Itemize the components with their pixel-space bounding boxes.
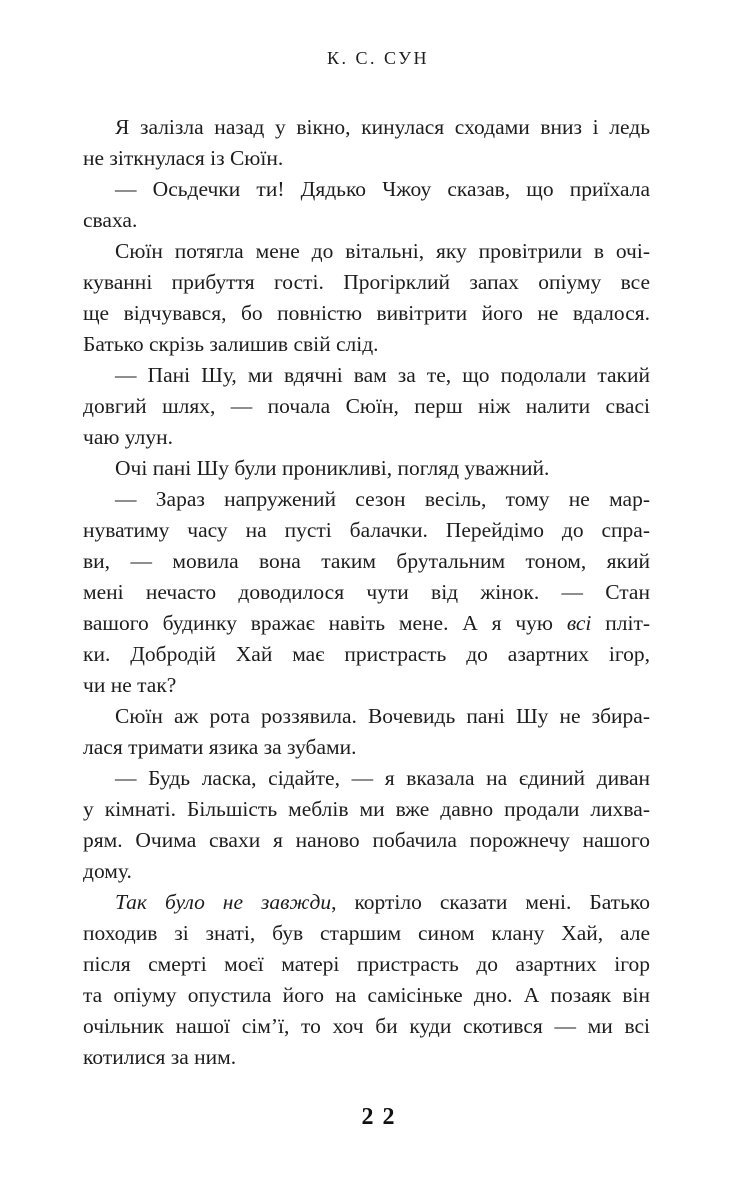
text-line: [83, 949, 650, 980]
paragraph: [83, 174, 650, 236]
text-line: [83, 856, 650, 887]
text-line: [83, 484, 650, 515]
text-segment: Очі пані Шу були проникливі, погляд уважний.: [115, 456, 550, 480]
text-line: [83, 1042, 650, 1073]
text-segment: очільник нашої сім’ї, то хоч би куди скотився — ми всі: [83, 1014, 650, 1038]
text-line: [83, 887, 650, 918]
paragraph: [83, 112, 650, 174]
text-line: [83, 391, 650, 422]
text-line: [83, 236, 650, 267]
text-segment: не зіткнулася із Сюїн.: [83, 146, 284, 170]
text-line: [83, 205, 650, 236]
text-line: [83, 1011, 650, 1042]
text-segment: сваха.: [83, 208, 138, 232]
paragraph: [83, 701, 650, 763]
text-segment: лася тримати язика за зубами.: [83, 735, 357, 759]
text-segment: нуватиму часу на пусті балачки. Перейдімо до спра-: [83, 518, 650, 542]
paragraph: [83, 887, 650, 1073]
text-segment: вашого будинку вражає навіть мене. А я чую: [83, 611, 567, 635]
text-line: [83, 918, 650, 949]
text-segment: — Пані Шу, ми вдячні вам за те, що подолали такий: [115, 363, 650, 387]
paragraph: [83, 360, 650, 453]
text-line: [83, 577, 650, 608]
text-line: [83, 453, 650, 484]
text-line: [83, 329, 650, 360]
text-segment: ще відчувався, бо повністю вивітрити його не вдалося.: [83, 301, 650, 325]
paragraph: [83, 236, 650, 360]
text-segment: після смерті моєї матері пристрасть до азартних ігор: [83, 952, 650, 976]
text-line: [83, 763, 650, 794]
text-segment: походив зі знаті, був старшим сином клану Хай, але: [83, 921, 650, 945]
text-segment: ки. Добродій Хай має пристрасть до азартних ігор,: [83, 642, 650, 666]
text-line: [83, 546, 650, 577]
text-segment: — Осьдечки ти! Дядько Чжоу сказав, що приїхала: [115, 177, 650, 201]
running-head-author: К. С. СУН: [326, 48, 430, 68]
text-line: [83, 298, 650, 329]
text-line: [83, 515, 650, 546]
text-line: [83, 701, 650, 732]
text-line: [83, 608, 650, 639]
text-line: [83, 670, 650, 701]
text-segment: — Будь ласка, сідайте, — я вказала на єдиний диван: [115, 766, 650, 790]
text-line: [83, 143, 650, 174]
body-text: [83, 112, 650, 1073]
text-line: [83, 174, 650, 205]
text-segment: чи не так?: [83, 673, 177, 697]
text-segment: ви, — мовила вона таким брутальним тоном, який: [83, 549, 650, 573]
text-line: [83, 794, 650, 825]
page-number: 22: [361, 1104, 404, 1130]
text-segment: Я залізла назад у вікно, кинулася сходами вниз і ледь: [115, 115, 650, 139]
text-segment: дому.: [83, 859, 132, 883]
text-segment: мені нечасто доводилося чути від жінок. — Стан: [83, 580, 650, 604]
text-segment: Сюїн аж рота роззявила. Вочевидь пані Шу не збира-: [115, 704, 650, 728]
text-segment: та опіуму опустила його на самісіньке дно. А позаяк він: [83, 983, 650, 1007]
text-segment: Батько скрізь залишив свій слід.: [83, 332, 379, 356]
text-segment: — Зараз напружений сезон весіль, тому не мар-: [115, 487, 650, 511]
text-segment: котилися за ним.: [83, 1045, 237, 1069]
text-line: [83, 980, 650, 1011]
text-segment: чаю улун.: [83, 425, 173, 449]
text-line: [83, 112, 650, 143]
emphasis-text: всі: [566, 611, 592, 635]
text-line: [83, 422, 650, 453]
text-segment: куванні прибуття гості. Прогірклий запах опіуму все: [83, 270, 650, 294]
paragraph: [83, 453, 650, 484]
text-segment: рям. Очима свахи я наново побачила порожнечу нашого: [83, 828, 650, 852]
emphasis-text: Так було не завжди: [115, 890, 332, 914]
paragraph: [83, 763, 650, 887]
paragraph: [83, 484, 650, 701]
text-line: [83, 732, 650, 763]
text-line: [83, 267, 650, 298]
text-line: [83, 360, 650, 391]
text-segment: довгий шлях, — почала Сюїн, перш ніж налити свасі: [83, 394, 650, 418]
text-line: [83, 639, 650, 670]
text-line: [83, 825, 650, 856]
text-segment: пліт-: [591, 611, 651, 635]
text-segment: у кімнаті. Більшість меблів ми вже давно продали лихва-: [83, 797, 650, 821]
text-segment: Сюїн потягла мене до вітальні, яку провітрили в очі-: [115, 239, 650, 263]
text-segment: , кортіло сказати мені. Батько: [331, 890, 650, 914]
